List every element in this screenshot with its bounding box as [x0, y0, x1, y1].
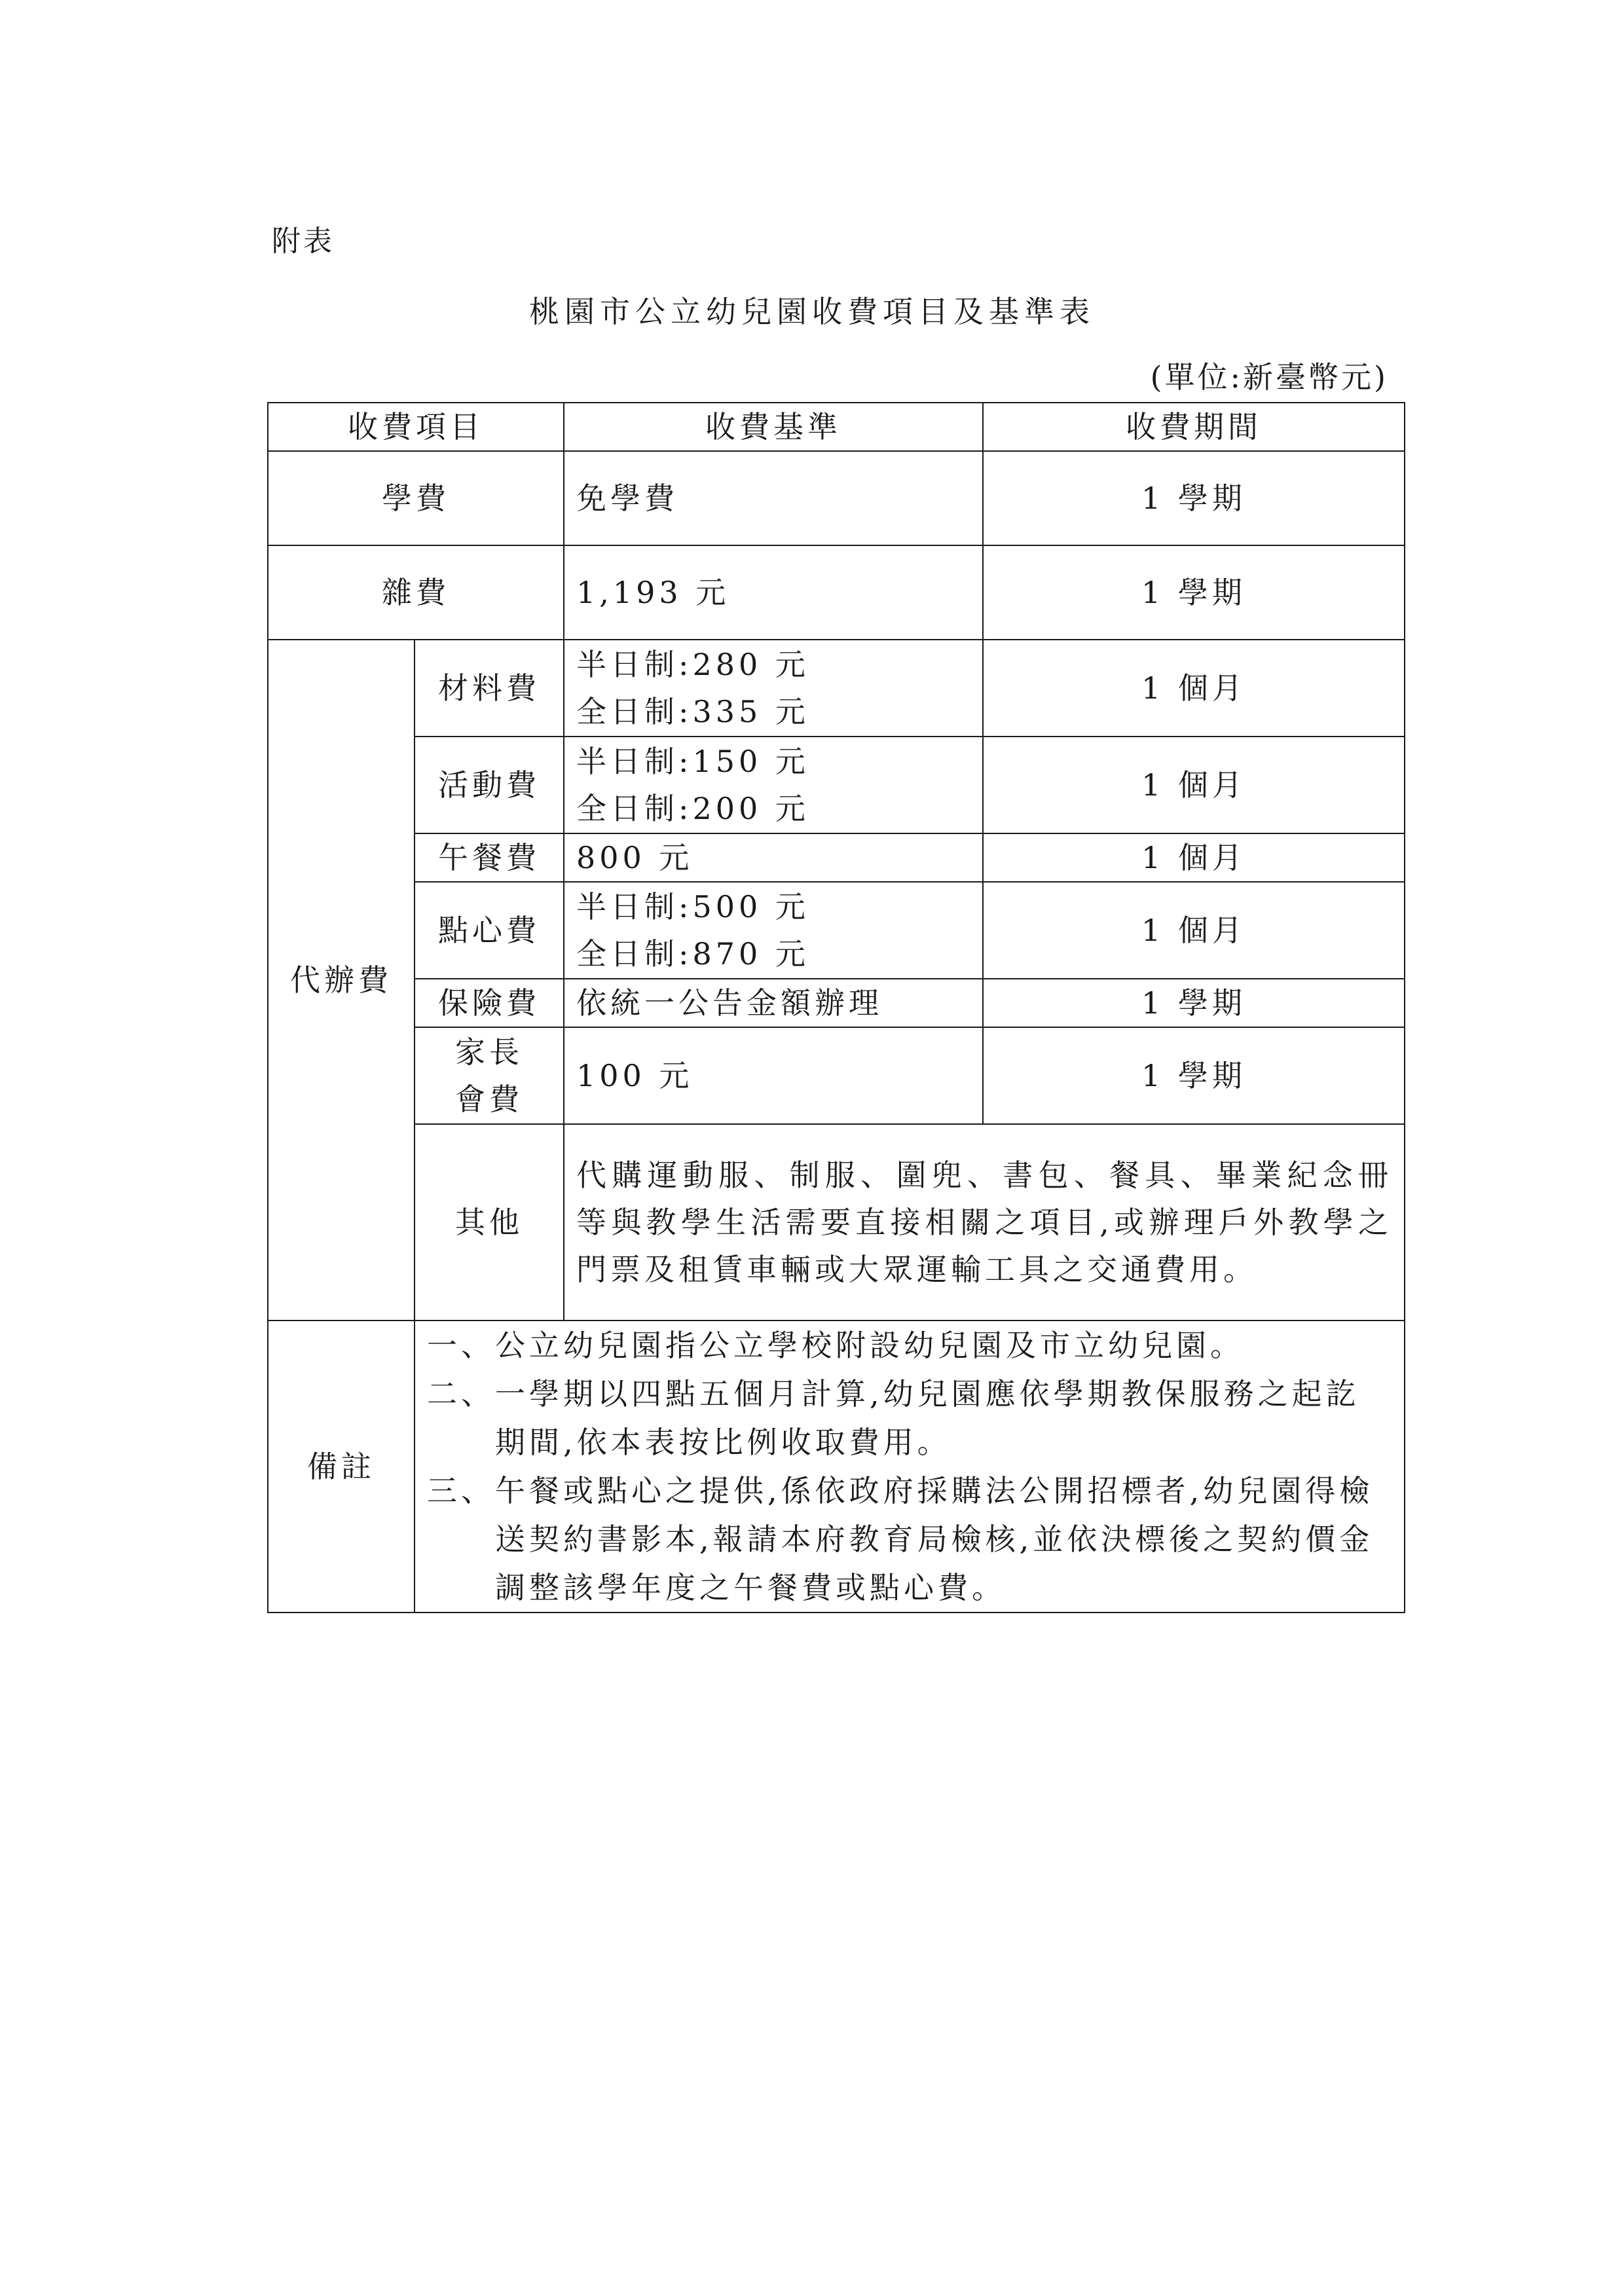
note-text: 一學期以四點五個月計算,幼兒園應依學期教保服務之起訖期間,依本表按比例收取費用。 [495, 1376, 1360, 1460]
notes-label: 備註 [268, 1321, 415, 1613]
appendix-label: 附表 [272, 225, 335, 258]
note-number: 二、 [427, 1376, 495, 1412]
parent-fee-item-line2: 會費 [455, 1082, 523, 1117]
note-text: 午餐或點心之提供,係依政府採購法公開招標者,幼兒園得檢送契約書影本,報請本府教育局檢核,並依決標後之契約價金調整該學年度之午餐費或點心費。 [495, 1473, 1374, 1605]
table-row-other [268, 1124, 1405, 1321]
materials-item: 材料費 [415, 640, 564, 737]
document-title: 桃園市公立幼兒園收費項目及基準表 [529, 294, 1095, 329]
table-header-row [268, 403, 1405, 451]
agency-fee-group-label: 代辦費 [268, 640, 415, 1321]
notes-list [427, 1321, 1392, 1612]
activity-standard [564, 737, 983, 833]
activity-full-day: 全日制:200 元 [576, 791, 809, 826]
fee-table [267, 402, 1405, 1613]
tuition-item: 學費 [268, 451, 564, 545]
note-number: 一、 [427, 1328, 495, 1363]
materials-half-day: 半日制:280 元 [576, 647, 809, 682]
snack-standard [564, 882, 983, 979]
table-row-misc [268, 545, 1405, 640]
misc-item: 雜費 [268, 545, 564, 640]
insurance-period: 1 學期 [983, 979, 1405, 1027]
note-number: 三、 [427, 1473, 495, 1508]
materials-full-day: 全日制:335 元 [576, 694, 809, 729]
misc-standard: 1,193 元 [564, 545, 983, 640]
table-row-parent-fee [268, 1027, 1405, 1124]
note-item-2 [427, 1370, 1392, 1467]
materials-standard [564, 640, 983, 737]
activity-item: 活動費 [415, 737, 564, 833]
lunch-item: 午餐費 [415, 833, 564, 882]
lunch-period: 1 個月 [983, 833, 1405, 882]
note-text: 公立幼兒園指公立學校附設幼兒園及市立幼兒園。 [495, 1328, 1244, 1363]
lunch-standard: 800 元 [564, 833, 983, 882]
table-row-activity [268, 737, 1405, 833]
table-row-materials [268, 640, 1405, 737]
tuition-standard: 免學費 [564, 451, 983, 545]
table-row-insurance [268, 979, 1405, 1027]
other-standard: 代購運動服、制服、圍兜、書包、餐具、畢業紀念冊等與教學生活需要直接相關之項目,或辦理戶外教學之門票及租賃車輛或大眾運輸工具之交通費用。 [564, 1124, 1405, 1321]
table-row-notes [268, 1321, 1405, 1613]
snack-half-day: 半日制:500 元 [576, 889, 809, 924]
snack-full-day: 全日制:870 元 [576, 936, 809, 972]
insurance-item: 保險費 [415, 979, 564, 1027]
currency-unit-note: (單位:新臺幣元) [1150, 359, 1388, 395]
insurance-standard: 依統一公告金額辦理 [564, 979, 983, 1027]
other-item: 其他 [415, 1124, 564, 1321]
table-row-lunch [268, 833, 1405, 882]
header-item: 收費項目 [268, 403, 564, 451]
activity-period: 1 個月 [983, 737, 1405, 833]
snack-item: 點心費 [415, 882, 564, 979]
note-item-3 [427, 1467, 1392, 1612]
table-row-tuition [268, 451, 1405, 545]
materials-period: 1 個月 [983, 640, 1405, 737]
misc-period: 1 學期 [983, 545, 1405, 640]
parent-fee-item-line1: 家長 [455, 1034, 523, 1070]
table-row-snack [268, 882, 1405, 979]
header-standard: 收費基準 [564, 403, 983, 451]
note-item-1 [427, 1321, 1392, 1370]
header-period: 收費期間 [983, 403, 1405, 451]
parent-fee-standard: 100 元 [564, 1027, 983, 1124]
notes-content [415, 1321, 1405, 1613]
parent-fee-period: 1 學期 [983, 1027, 1405, 1124]
tuition-period: 1 學期 [983, 451, 1405, 545]
activity-half-day: 半日制:150 元 [576, 744, 809, 779]
parent-fee-item [415, 1027, 564, 1124]
snack-period: 1 個月 [983, 882, 1405, 979]
